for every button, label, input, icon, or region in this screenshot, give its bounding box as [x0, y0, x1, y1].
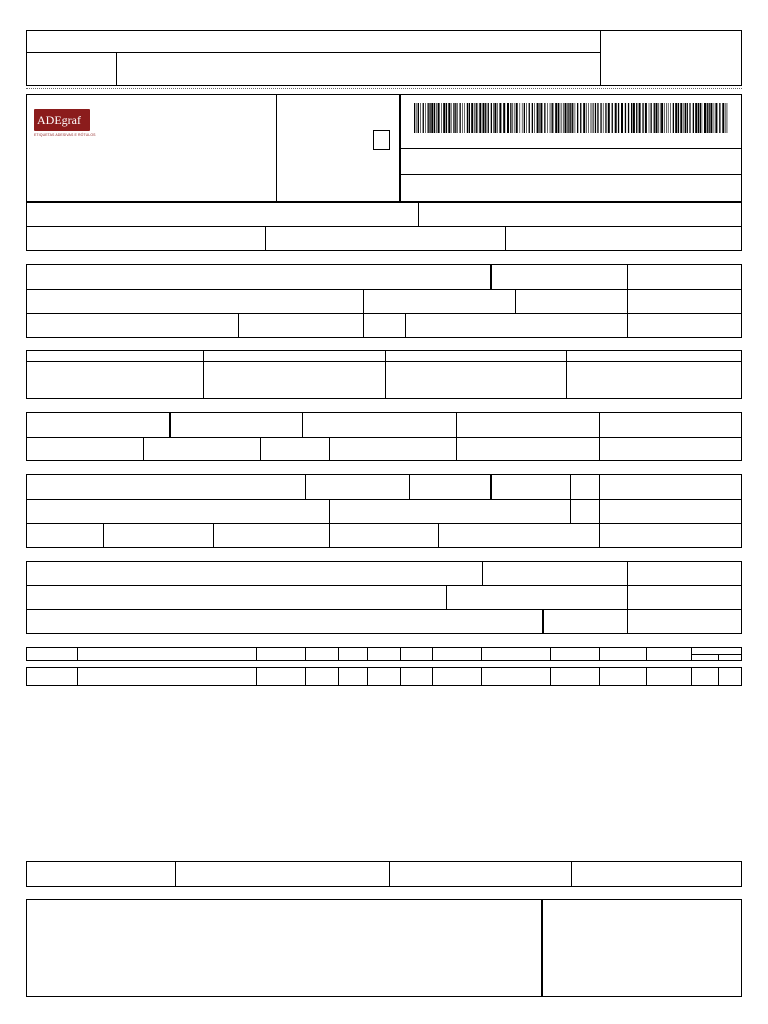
- transport-divider: [599, 474, 600, 548]
- products-column-divider: [256, 647, 257, 661]
- company-logo: [34, 109, 90, 131]
- products-column-divider: [432, 667, 433, 686]
- service-divider: [482, 561, 483, 585]
- products-column-divider: [599, 647, 600, 661]
- logo-text: ADEgraf: [37, 113, 81, 127]
- transport-divider: [438, 523, 439, 548]
- products-column-divider: [599, 667, 600, 686]
- access-key-divider: [400, 174, 742, 175]
- tax-divider: [260, 437, 261, 461]
- products-column-divider: [338, 647, 339, 661]
- invoice-divider: [26, 361, 742, 362]
- invoice-section: [26, 350, 742, 399]
- products-column-divider: [691, 647, 692, 661]
- issqn-divider: [175, 861, 176, 887]
- access-key-divider: [400, 148, 742, 149]
- products-column-divider: [400, 647, 401, 661]
- recipient-divider: [363, 289, 364, 313]
- recipient-divider: [490, 264, 492, 289]
- row-divider: [265, 227, 266, 251]
- products-column-divider: [77, 647, 78, 661]
- products-column-divider: [305, 667, 306, 686]
- recipient-divider: [515, 289, 516, 313]
- barcode-icon: [414, 103, 728, 133]
- state-registration-row: [26, 227, 742, 251]
- row-divider: [418, 202, 419, 227]
- receipt-stub-divider: [600, 30, 601, 86]
- receipt-stub: [26, 30, 742, 86]
- products-column-divider: [305, 647, 306, 661]
- operation-nature-row: [26, 202, 742, 227]
- tax-divider: [143, 437, 144, 461]
- issqn-divider: [389, 861, 390, 887]
- recipient-divider: [627, 264, 628, 338]
- recipient-divider: [363, 313, 364, 338]
- products-column-divider: [550, 647, 551, 661]
- products-first-row: [26, 667, 742, 686]
- service-divider: [26, 585, 742, 586]
- products-column-divider: [400, 667, 401, 686]
- tax-divider: [456, 412, 457, 461]
- service-divider: [542, 609, 544, 634]
- transport-divider: [305, 474, 306, 499]
- products-column-divider: [646, 647, 647, 661]
- tax-divider: [26, 437, 742, 438]
- tax-divider: [169, 412, 171, 437]
- tax-divider: [329, 437, 330, 461]
- issqn-totals-row: [26, 861, 742, 887]
- cut-line: [26, 88, 742, 89]
- invoice-divider: [385, 350, 386, 399]
- products-header-row: [26, 647, 742, 661]
- invoice-divider: [566, 350, 567, 399]
- products-column-divider: [367, 647, 368, 661]
- row-divider: [505, 227, 506, 251]
- invoice-divider: [203, 350, 204, 399]
- recipient-divider: [238, 313, 239, 338]
- recipient-divider: [405, 313, 406, 338]
- transport-divider: [570, 474, 571, 523]
- receipt-stub-divider: [116, 52, 117, 86]
- issqn-divider: [571, 861, 572, 887]
- service-section: [26, 561, 742, 634]
- products-column-divider: [646, 667, 647, 686]
- transport-divider: [409, 474, 410, 499]
- transport-divider: [26, 523, 742, 524]
- products-column-divider: [338, 667, 339, 686]
- products-header-divider: [691, 654, 742, 655]
- products-column-divider: [256, 667, 257, 686]
- transport-section: [26, 474, 742, 548]
- products-column-divider: [367, 667, 368, 686]
- transport-divider: [26, 499, 742, 500]
- entry-exit-box: [373, 130, 390, 150]
- service-divider: [627, 561, 628, 634]
- transport-divider: [103, 523, 104, 548]
- products-column-divider: [550, 667, 551, 686]
- transport-divider: [213, 523, 214, 548]
- recipient-divider: [26, 289, 742, 290]
- products-column-divider: [77, 667, 78, 686]
- tax-divider: [302, 412, 303, 437]
- products-column-divider: [481, 667, 482, 686]
- products-column-divider: [432, 647, 433, 661]
- receipt-stub-divider: [26, 52, 600, 53]
- products-column-divider: [718, 654, 719, 661]
- recipient-divider: [26, 313, 742, 314]
- additional-info-section: [26, 899, 742, 997]
- recipient-section: [26, 264, 742, 338]
- logo-tagline: ETIQUETAS ADESIVAS E RÓTULOS: [34, 133, 96, 137]
- tax-divider: [599, 412, 600, 461]
- transport-divider: [490, 474, 492, 499]
- service-divider: [446, 585, 447, 609]
- products-column-divider: [691, 667, 692, 686]
- transport-divider: [329, 499, 330, 548]
- service-divider: [26, 609, 742, 610]
- products-column-divider: [718, 667, 719, 686]
- additional-info-divider: [541, 899, 543, 997]
- products-column-divider: [481, 647, 482, 661]
